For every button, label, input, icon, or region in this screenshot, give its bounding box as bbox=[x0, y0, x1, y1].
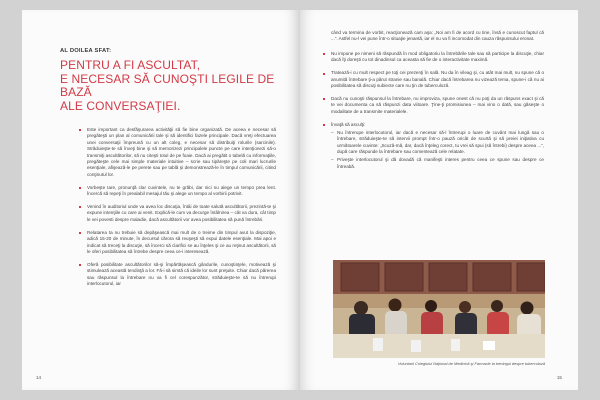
book-spread bbox=[22, 10, 578, 390]
bullet-item: Venind în auditoriul unde va avea loc discuţia, întâi de toate salută ascultătorii, prezintă-te şi expune intenţiile cu care ai venit. Explică-le cum va decurge întâlnirea – cât va dura, cât timp le vei povesti despre maladie, dacă ascultătorii vor avea posibilitatea să pună întrebări. bbox=[78, 204, 276, 223]
right-bullet-list bbox=[322, 51, 544, 170]
continuation-text: când va termina de vorbit, reacţionează cam aşa: „Noi am fi de acord cu tine, însă e cunoscut faptul că ...”. Astfel nu-l vei pune într-o situaţie jenantă, iar el nu va fi incomodat din cauza răspunsului eronat. bbox=[331, 30, 544, 42]
bullet-item: Oferă posibilitate ascultătorilor să-şi împărtăşească gândurile, cunoştinţele, motivează şi stimulează această tendinţă a lor. Fă-i să simtă că ideile lor sunt preţuite. Chiar dacă părerea sau răspunsul la întrebare nu va fi cel corespunzător, străduieşte-te să nu întrerupi interlocutorul, iar bbox=[78, 262, 276, 288]
bullet-item: Relatarea ta nu trebuie să depăşească mai mult de o treime din timpul avut la dispoziţie, adică 15-20 de minute, în decursul cărora să reuşeşti să expui datele esenţiale. Mai apoi e indicat să treceţi la discuţie, să încerci să clarifici se au înţeles şi ce au reţinut ascultătorii, să le oferi posibilitatea să întrebe despre ceea ce-i interesează. bbox=[78, 230, 276, 256]
left-page bbox=[22, 10, 300, 390]
title-line: ALE CONVERSAŢIEI. bbox=[60, 98, 181, 113]
advice-label: AL DOILEA SFAT: bbox=[60, 48, 112, 54]
listen-heading: Învaţă să asculţi: bbox=[331, 121, 366, 127]
sub-item: – Priveşte interlocutorul şi dă dovadă că manifeşti interes pentru ceea ce spune sau despre ce întreabă. bbox=[331, 157, 544, 170]
listen-sublist bbox=[331, 130, 544, 170]
title-line: PENTRU A FI ASCULTAT, bbox=[60, 58, 201, 72]
training-photo bbox=[333, 260, 545, 358]
bullet-item: Vorbeşte tare, pronunţă clar cuvintele, nu te grăbi, dar nici nu alege un tempo prea lent. Încercă să repeţi în prealabil mesajul tău şi alege un tempo al vorbirii potrivit. bbox=[78, 185, 276, 198]
sub-item: – Nu întrerupe interlocutorul, iar dacă e necesar să-l întrerupi o luare de cuvânt mai lungă sau o întrebare, străduieşte-te să intervii prompt într-o pauză oricât de scurtă şi să preiei iniţiativa cu următoarele cuvinte: „Scuză-mă, dar, dacă înţeleg corect, tu vrei să spui (să întrebi) despre aceea ...”, după care răspunde la întrebare sau comentează cele relatate. bbox=[331, 130, 544, 156]
left-bullet-list bbox=[60, 127, 276, 288]
section-title bbox=[60, 59, 276, 113]
listen-bullet bbox=[322, 122, 544, 170]
bullet-item: Tratează-i cu mult respect pe toţi cei prezenţi în sală. Nu da în vileag şi, cu atât mai mult, nu spune că o anumită întrebare ţi-a părut stranie sau banală. Chiar dacă întrebarea nu vizează tema, spune-i că nu ai posibilitatea să discuţi subiecte care nu ţin de tuberculoză. bbox=[322, 70, 544, 89]
photo-caption: Voluntarii Colegiului Naţional de Medicină şi Farmacie la treningul despre tuberculoză bbox=[397, 361, 545, 366]
bullet-item: Nu impune pe nimeni să răspundă în mod obligatoriu la întrebările tale sau să participe la discuţie, chiar dacă îţi doreşti cu tot dinadinsul ca aceasta să fie de o interactivitate maximă. bbox=[322, 51, 544, 64]
page-number: 14 bbox=[36, 375, 42, 380]
bullet-item: Dacă nu cunoşti răspunsul la întrebare, nu improviza, spune onest că nu poţi da un răspuns exact şi că te vei documenta ca să răspunzi data viitoare. Ţine-ţi promisiunea – mai vino o dată, sau găseşte o modalitate de a transmite materialele. bbox=[322, 96, 544, 115]
bullet-item: Este important ca desfăşurarea activităţii să fie bine organizată. De aceea e necesar să pregăteşti un plan al comunicării tale şi să identifici fazele principale. Dacă vreţi efectuarea unei conversaţii împreună cu un alt coleg, e necesar să distribuiţi rolurile (sarcinile). Străduieşte-te să înveţi bine şi să memorizezi principalele puncte pe care intenţionezi să-o transmiţi ascultătorilor, să nu citeşti totul de pe foaie. Dacă ai pregătit o tabelă cu informaţiile, pregăteşte cele mai simple materiale intuitive – scrie sau tipăreşte pe coli mari lucrurile esenţiale, afişează-le pe perete sau pe tablă şi demonstrează-le în timpul comunicării, citind conţinutul lor. bbox=[78, 127, 276, 178]
title-line: E NECESAR SĂ CUNOŞTI LEGILE DE BAZĂ bbox=[60, 71, 275, 99]
page-number: 15 bbox=[556, 375, 562, 380]
right-page bbox=[300, 10, 578, 390]
